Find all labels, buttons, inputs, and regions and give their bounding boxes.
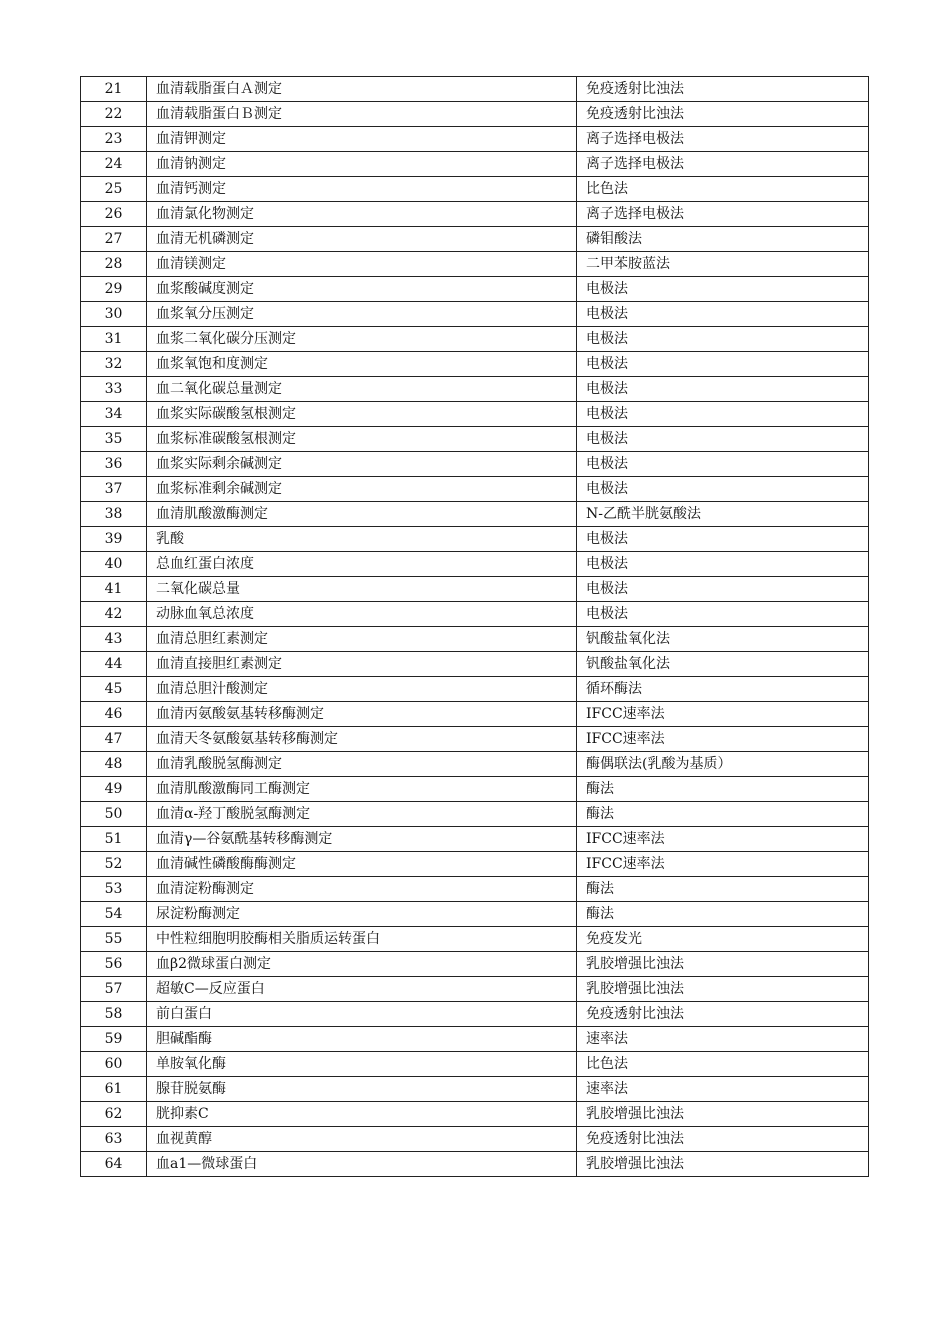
test-method-cell: IFCC速率法: [577, 702, 869, 727]
test-method-cell: 电极法: [577, 377, 869, 402]
test-item-cell: 血清钙测定: [147, 177, 577, 202]
test-item-cell: 血视黄醇: [147, 1127, 577, 1152]
row-number-cell: 50: [81, 802, 147, 827]
row-number-cell: 64: [81, 1152, 147, 1177]
table-row: [81, 177, 869, 202]
test-item-cell: 血清钾测定: [147, 127, 577, 152]
table-row: [81, 477, 869, 502]
table-row: [81, 1152, 869, 1177]
test-method-cell: 离子选择电极法: [577, 127, 869, 152]
test-method-cell: 电极法: [577, 402, 869, 427]
row-number-cell: 21: [81, 77, 147, 102]
test-item-cell: 总血红蛋白浓度: [147, 552, 577, 577]
row-number-cell: 23: [81, 127, 147, 152]
row-number-cell: 33: [81, 377, 147, 402]
test-item-cell: 血清淀粉酶测定: [147, 877, 577, 902]
test-method-cell: IFCC速率法: [577, 827, 869, 852]
table-row: [81, 252, 869, 277]
test-method-cell: 电极法: [577, 477, 869, 502]
test-item-cell: 血清直接胆红素测定: [147, 652, 577, 677]
test-method-cell: 比色法: [577, 177, 869, 202]
row-number-cell: 62: [81, 1102, 147, 1127]
test-item-cell: 血清α-羟丁酸脱氢酶测定: [147, 802, 577, 827]
row-number-cell: 58: [81, 1002, 147, 1027]
test-item-cell: 血a1—微球蛋白: [147, 1152, 577, 1177]
test-item-cell: 血清总胆汁酸测定: [147, 677, 577, 702]
test-method-cell: 循环酶法: [577, 677, 869, 702]
test-method-cell: 乳胶增强比浊法: [577, 1152, 869, 1177]
table-row: [81, 1027, 869, 1052]
test-method-cell: 免疫透射比浊法: [577, 77, 869, 102]
table-row: [81, 127, 869, 152]
row-number-cell: 34: [81, 402, 147, 427]
test-item-cell: 血浆标准剩余碱测定: [147, 477, 577, 502]
row-number-cell: 55: [81, 927, 147, 952]
row-number-cell: 37: [81, 477, 147, 502]
test-method-cell: 速率法: [577, 1027, 869, 1052]
table-row: [81, 902, 869, 927]
test-method-cell: IFCC速率法: [577, 852, 869, 877]
test-method-cell: 电极法: [577, 552, 869, 577]
test-item-cell: 胱抑素C: [147, 1102, 577, 1127]
row-number-cell: 29: [81, 277, 147, 302]
table-row: [81, 552, 869, 577]
test-method-cell: 酶偶联法(乳酸为基质）: [577, 752, 869, 777]
test-method-cell: 电极法: [577, 277, 869, 302]
row-number-cell: 48: [81, 752, 147, 777]
table-row: [81, 77, 869, 102]
table-row: [81, 702, 869, 727]
table-row: [81, 752, 869, 777]
table-row: [81, 927, 869, 952]
row-number-cell: 54: [81, 902, 147, 927]
row-number-cell: 44: [81, 652, 147, 677]
table-row: [81, 302, 869, 327]
table-row: [81, 452, 869, 477]
row-number-cell: 60: [81, 1052, 147, 1077]
test-method-cell: 电极法: [577, 527, 869, 552]
test-item-cell: 血清载脂蛋白Ｂ测定: [147, 102, 577, 127]
test-method-cell: 酶法: [577, 877, 869, 902]
test-item-cell: 动脉血氧总浓度: [147, 602, 577, 627]
test-item-cell: 血清氯化物测定: [147, 202, 577, 227]
test-method-cell: 电极法: [577, 302, 869, 327]
test-methods-table: [80, 76, 869, 1177]
row-number-cell: 56: [81, 952, 147, 977]
test-method-cell: 比色法: [577, 1052, 869, 1077]
row-number-cell: 40: [81, 552, 147, 577]
table-row: [81, 402, 869, 427]
test-method-cell: 电极法: [577, 602, 869, 627]
table-row: [81, 977, 869, 1002]
test-method-cell: 免疫透射比浊法: [577, 1002, 869, 1027]
row-number-cell: 43: [81, 627, 147, 652]
test-item-cell: 胆碱酯酶: [147, 1027, 577, 1052]
test-item-cell: 腺苷脱氨酶: [147, 1077, 577, 1102]
row-number-cell: 36: [81, 452, 147, 477]
test-item-cell: 血浆氧分压测定: [147, 302, 577, 327]
test-item-cell: 血清钠测定: [147, 152, 577, 177]
test-method-cell: 乳胶增强比浊法: [577, 977, 869, 1002]
test-method-cell: 钒酸盐氧化法: [577, 652, 869, 677]
table-row: [81, 1127, 869, 1152]
table-row: [81, 1077, 869, 1102]
test-method-cell: 离子选择电极法: [577, 202, 869, 227]
table-row: [81, 377, 869, 402]
test-method-cell: 电极法: [577, 327, 869, 352]
table-row: [81, 877, 869, 902]
row-number-cell: 53: [81, 877, 147, 902]
table-row: [81, 827, 869, 852]
test-method-cell: 电极法: [577, 427, 869, 452]
test-method-cell: 免疫发光: [577, 927, 869, 952]
test-item-cell: 前白蛋白: [147, 1002, 577, 1027]
test-item-cell: 血β2微球蛋白测定: [147, 952, 577, 977]
test-item-cell: 血浆实际碳酸氢根测定: [147, 402, 577, 427]
test-item-cell: 中性粒细胞明胶酶相关脂质运转蛋白: [147, 927, 577, 952]
table-row: [81, 577, 869, 602]
test-method-cell: 酶法: [577, 902, 869, 927]
table-row: [81, 202, 869, 227]
test-item-cell: 单胺氧化酶: [147, 1052, 577, 1077]
test-method-cell: 离子选择电极法: [577, 152, 869, 177]
row-number-cell: 27: [81, 227, 147, 252]
table-row: [81, 852, 869, 877]
table-row: [81, 627, 869, 652]
table-row: [81, 102, 869, 127]
test-item-cell: 血清丙氨酸氨基转移酶测定: [147, 702, 577, 727]
test-item-cell: 血二氧化碳总量测定: [147, 377, 577, 402]
table-row: [81, 1102, 869, 1127]
table-row: [81, 527, 869, 552]
table-row: [81, 1052, 869, 1077]
table-row: [81, 352, 869, 377]
row-number-cell: 61: [81, 1077, 147, 1102]
table-row: [81, 727, 869, 752]
test-item-cell: 乳酸: [147, 527, 577, 552]
table-row: [81, 802, 869, 827]
row-number-cell: 59: [81, 1027, 147, 1052]
test-item-cell: 血清乳酸脱氢酶测定: [147, 752, 577, 777]
test-method-cell: 电极法: [577, 577, 869, 602]
test-method-cell: N-乙酰半胱氨酸法: [577, 502, 869, 527]
row-number-cell: 52: [81, 852, 147, 877]
test-method-cell: 电极法: [577, 352, 869, 377]
row-number-cell: 46: [81, 702, 147, 727]
table-row: [81, 777, 869, 802]
test-item-cell: 血清肌酸激酶测定: [147, 502, 577, 527]
test-item-cell: 血浆标准碳酸氢根测定: [147, 427, 577, 452]
table-row: [81, 502, 869, 527]
row-number-cell: 41: [81, 577, 147, 602]
test-item-cell: 血清肌酸激酶同工酶测定: [147, 777, 577, 802]
test-item-cell: 血清载脂蛋白Ａ测定: [147, 77, 577, 102]
test-method-cell: 免疫透射比浊法: [577, 102, 869, 127]
test-item-cell: 血浆氧饱和度测定: [147, 352, 577, 377]
row-number-cell: 38: [81, 502, 147, 527]
test-method-cell: 酶法: [577, 777, 869, 802]
row-number-cell: 25: [81, 177, 147, 202]
table-row: [81, 652, 869, 677]
test-method-cell: 乳胶增强比浊法: [577, 1102, 869, 1127]
row-number-cell: 28: [81, 252, 147, 277]
test-method-cell: 电极法: [577, 452, 869, 477]
table-row: [81, 602, 869, 627]
row-number-cell: 22: [81, 102, 147, 127]
test-method-cell: 磷钼酸法: [577, 227, 869, 252]
test-item-cell: 血清无机磷测定: [147, 227, 577, 252]
test-item-cell: 血浆二氧化碳分压测定: [147, 327, 577, 352]
row-number-cell: 39: [81, 527, 147, 552]
row-number-cell: 32: [81, 352, 147, 377]
row-number-cell: 51: [81, 827, 147, 852]
table-row: [81, 227, 869, 252]
test-method-cell: 速率法: [577, 1077, 869, 1102]
test-method-cell: 酶法: [577, 802, 869, 827]
row-number-cell: 31: [81, 327, 147, 352]
row-number-cell: 35: [81, 427, 147, 452]
test-method-cell: 免疫透射比浊法: [577, 1127, 869, 1152]
test-item-cell: 血清天冬氨酸氨基转移酶测定: [147, 727, 577, 752]
table-row: [81, 152, 869, 177]
row-number-cell: 57: [81, 977, 147, 1002]
table-body: [81, 77, 869, 1177]
test-item-cell: 血浆酸碱度测定: [147, 277, 577, 302]
test-method-cell: 乳胶增强比浊法: [577, 952, 869, 977]
row-number-cell: 30: [81, 302, 147, 327]
table-row: [81, 952, 869, 977]
row-number-cell: 47: [81, 727, 147, 752]
row-number-cell: 42: [81, 602, 147, 627]
row-number-cell: 26: [81, 202, 147, 227]
test-item-cell: 血清碱性磷酸酶酶测定: [147, 852, 577, 877]
test-item-cell: 二氧化碳总量: [147, 577, 577, 602]
row-number-cell: 24: [81, 152, 147, 177]
test-method-cell: IFCC速率法: [577, 727, 869, 752]
table-row: [81, 1002, 869, 1027]
table-row: [81, 677, 869, 702]
row-number-cell: 63: [81, 1127, 147, 1152]
test-item-cell: 尿淀粉酶测定: [147, 902, 577, 927]
table-row: [81, 327, 869, 352]
test-item-cell: 超敏C—反应蛋白: [147, 977, 577, 1002]
test-item-cell: 血浆实际剩余碱测定: [147, 452, 577, 477]
table-row: [81, 427, 869, 452]
table-row: [81, 277, 869, 302]
test-method-cell: 钒酸盐氧化法: [577, 627, 869, 652]
test-item-cell: 血清γ—谷氨酰基转移酶测定: [147, 827, 577, 852]
test-item-cell: 血清镁测定: [147, 252, 577, 277]
test-item-cell: 血清总胆红素测定: [147, 627, 577, 652]
test-method-cell: 二甲苯胺蓝法: [577, 252, 869, 277]
row-number-cell: 45: [81, 677, 147, 702]
row-number-cell: 49: [81, 777, 147, 802]
